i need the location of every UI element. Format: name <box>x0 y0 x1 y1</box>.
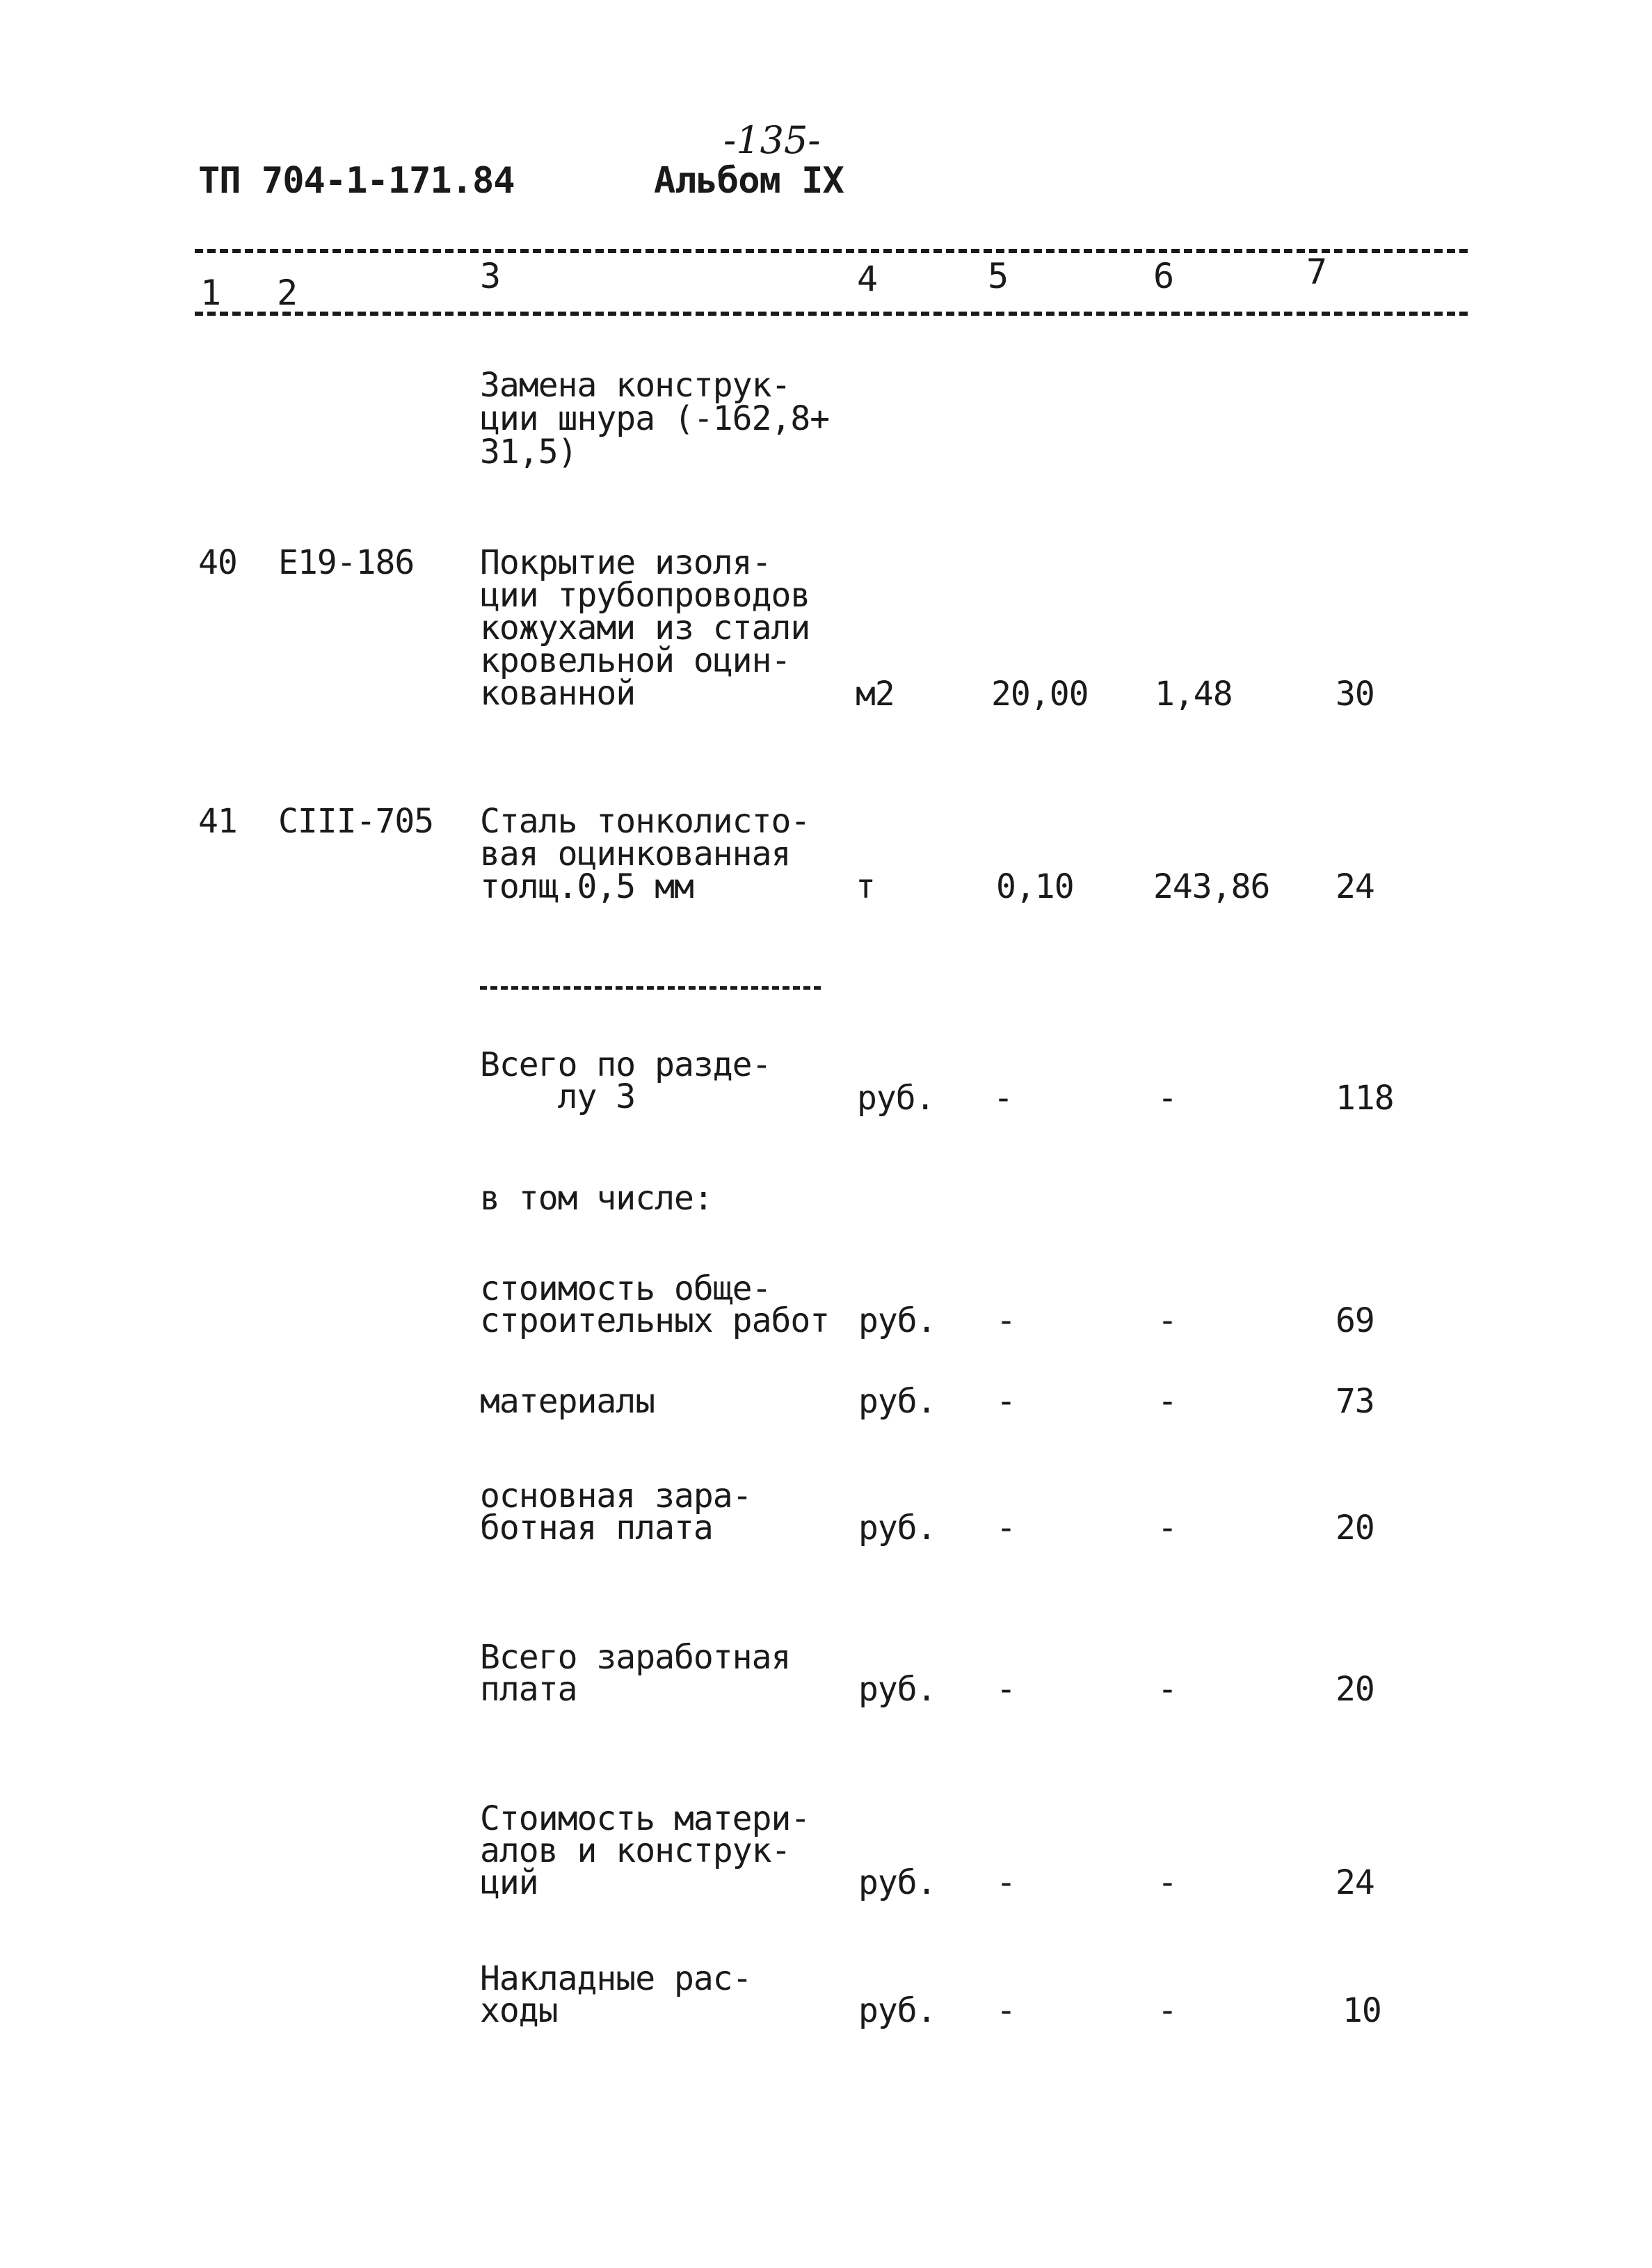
col-header-3: 3 <box>480 256 502 296</box>
section-separator <box>480 986 821 990</box>
row-41-description: Сталь тонколисто- вая оцинкованная толщ.0,5 мм <box>480 802 810 906</box>
summary-total-wage-price: - <box>1157 1670 1177 1709</box>
summary-materials-constructions-value: 24 <box>1336 1863 1374 1902</box>
summary-materials-constructions-qty: - <box>996 1863 1016 1902</box>
row-40-price: 1,48 <box>1155 675 1233 714</box>
summary-section-total-label: Всего по разде- лу 3 <box>480 1045 771 1116</box>
col-header-4: 4 <box>857 259 879 299</box>
album-label: Альбом IX <box>654 160 844 202</box>
row-41-unit: т <box>856 867 875 906</box>
row-40-unit: м2 <box>856 675 895 714</box>
summary-materials-constructions-price: - <box>1157 1863 1177 1902</box>
summary-overhead-label: Накладные рас- ходы <box>480 1959 752 2030</box>
col-header-7: 7 <box>1306 252 1328 292</box>
summary-overhead-qty: - <box>996 1991 1016 2030</box>
col-header-5: 5 <box>988 256 1009 296</box>
summary-total-wage-unit: руб. <box>858 1670 936 1709</box>
row-41-number: 41 <box>198 802 237 841</box>
row-41-total: 24 <box>1336 867 1374 906</box>
row-41-code: СIII-705 <box>278 802 434 841</box>
row-0-description: Замена конструк- ции шнура (-162,8+ 31,5) <box>480 366 830 472</box>
summary-section-total-value: 118 <box>1336 1079 1394 1118</box>
document-code: ТП 704-1-171.84 <box>198 160 515 202</box>
page-number: -135- <box>723 118 821 162</box>
col-header-6: 6 <box>1153 256 1175 296</box>
summary-section-total-qty: - <box>993 1079 1013 1118</box>
summary-materials-constructions-unit: руб. <box>858 1863 936 1902</box>
summary-construction-label: стоимость обще- строительных работ <box>480 1269 830 1340</box>
row-40-number: 40 <box>198 543 237 582</box>
summary-materials-price: - <box>1157 1382 1177 1421</box>
summary-materials-qty: - <box>996 1382 1016 1421</box>
row-40-description: Покрытие изоля- ции трубопроводов кожухами из стали кровельной оцин- кованной <box>480 543 810 713</box>
summary-base-wage-qty: - <box>996 1509 1016 1547</box>
summary-base-wage-value: 20 <box>1336 1509 1374 1547</box>
row-40-code: Е19-186 <box>278 543 415 582</box>
summary-total-wage-label: Всего заработная плата <box>480 1638 791 1709</box>
summary-total-wage-value: 20 <box>1336 1670 1374 1709</box>
summary-construction-unit: руб. <box>858 1301 936 1340</box>
summary-materials-constructions-label: Стоимость матери- алов и конструк- ций <box>480 1799 810 1902</box>
summary-overhead-value: 10 <box>1342 1991 1381 2030</box>
row-40-quantity: 20,00 <box>991 675 1089 714</box>
summary-base-wage-label: основная зара- ботная плата <box>480 1477 752 1547</box>
summary-section-total-unit: руб. <box>857 1079 935 1118</box>
col-header-2: 2 <box>277 273 298 313</box>
row-41-quantity: 0,10 <box>996 867 1074 906</box>
summary-including-label: в том числе: <box>480 1179 713 1218</box>
summary-construction-price: - <box>1157 1301 1177 1340</box>
header-bottom-rule <box>195 312 1468 316</box>
summary-base-wage-price: - <box>1157 1509 1177 1547</box>
summary-overhead-price: - <box>1157 1991 1177 2030</box>
summary-total-wage-qty: - <box>996 1670 1016 1709</box>
summary-construction-value: 69 <box>1336 1301 1374 1340</box>
summary-overhead-unit: руб. <box>858 1991 936 2030</box>
summary-construction-qty: - <box>996 1301 1016 1340</box>
summary-section-total-price: - <box>1157 1079 1177 1118</box>
summary-materials-label: материалы <box>480 1382 655 1421</box>
summary-materials-value: 73 <box>1336 1382 1374 1421</box>
row-41-price: 243,86 <box>1153 867 1270 906</box>
col-header-1: 1 <box>200 273 222 313</box>
header-top-rule <box>195 249 1468 253</box>
row-40-total: 30 <box>1336 675 1374 714</box>
summary-materials-unit: руб. <box>858 1382 936 1421</box>
summary-base-wage-unit: руб. <box>858 1509 936 1547</box>
